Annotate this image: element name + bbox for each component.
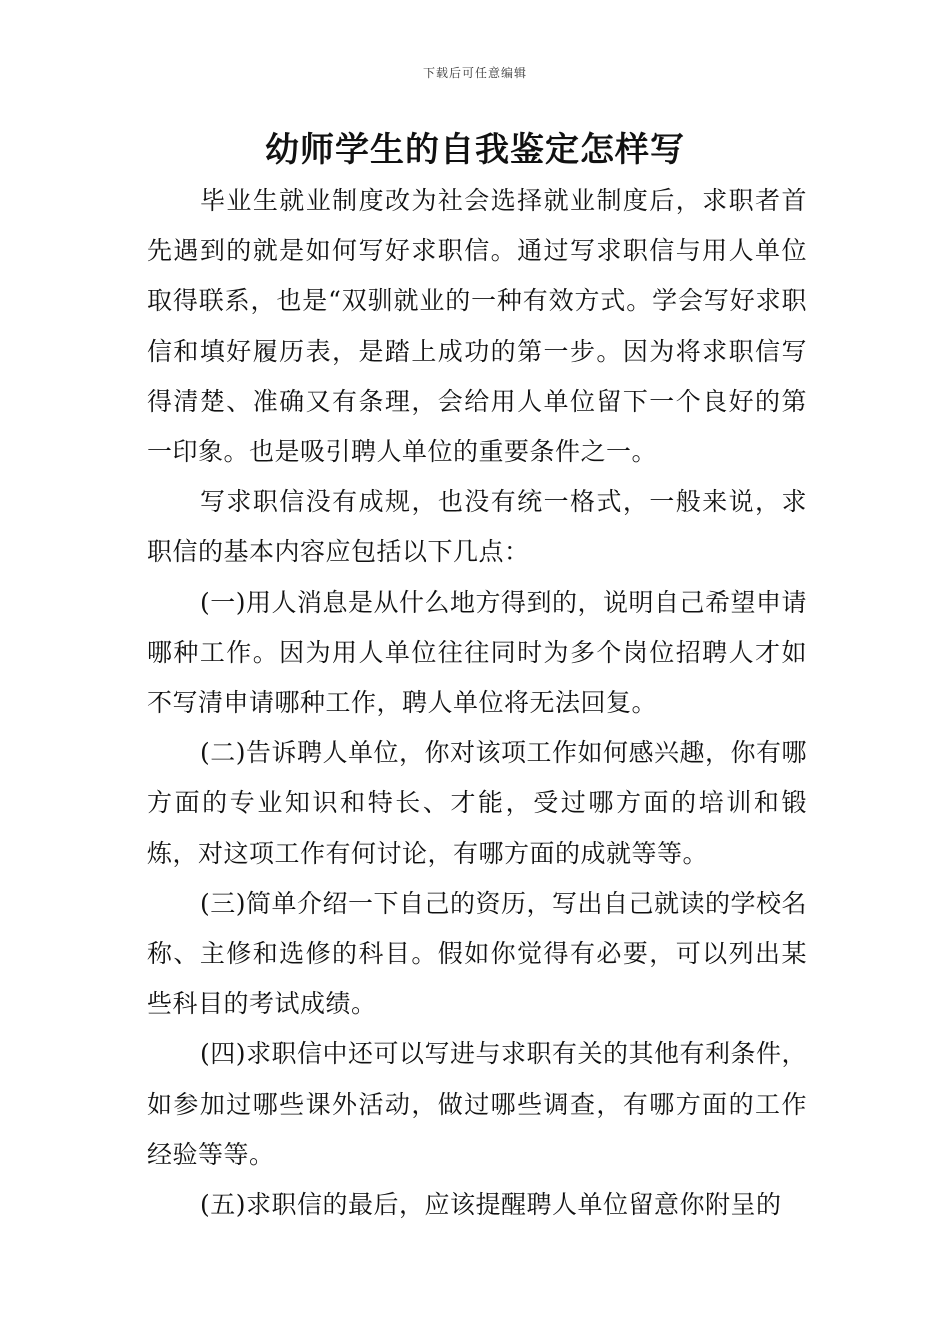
paragraph-content-overview: 写求职信没有成规，也没有统一格式，一般来说，求职信的基本内容应包括以下几点： [147, 487, 807, 567]
header-note: 下载后可任意编辑 [422, 66, 527, 80]
paragraph-point-5: (五)求职信的最后，应该提醒聘人单位留意你附呈的 [200, 1190, 782, 1220]
paragraph-point-1: (一)用人消息是从什么地方得到的，说明自己希望申请哪种工作。因为用人单位往往同时为多个岗位招聘人才如不写清申请哪种工作，聘人单位将无法回复。 [147, 587, 808, 718]
paragraph-point-4: (四)求职信中还可以写进与求职有关的其他有利条件，如参加过哪些课外活动，做过哪些调查，有哪方面的工作经验等等。 [147, 1039, 808, 1169]
document-title: 幼师学生的自我鉴定怎样写 [265, 130, 685, 170]
paragraph-point-2: (二)告诉聘人单位，你对该项工作如何感兴趣，你有哪方面的专业知识和特长、才能，受过哪方面的培训和锻炼，对这项工作有何讨论，有哪方面的成就等等。 [147, 738, 808, 868]
document-body [147, 176, 807, 1230]
paragraph-point-3: (三)简单介绍一下自己的资历，写出自己就读的学校名称、主修和选修的科目。假如你觉得有必要，可以列出某些科目的考试成绩。 [147, 888, 808, 1019]
paragraph-intro: 毕业生就业制度改为社会选择就业制度后，求职者首先遇到的就是如何写好求职信。通过写求职信与用人单位取得联系，也是“双驯就业的一种有效方式。学会写好求职信和填好履历表，是踏上成功的第一步。因为将求职信写得清楚、准确又有条理，会给用人单位留下一个良好的第一印象。也是吸引聘人单位的重要条件之一。 [147, 186, 807, 467]
